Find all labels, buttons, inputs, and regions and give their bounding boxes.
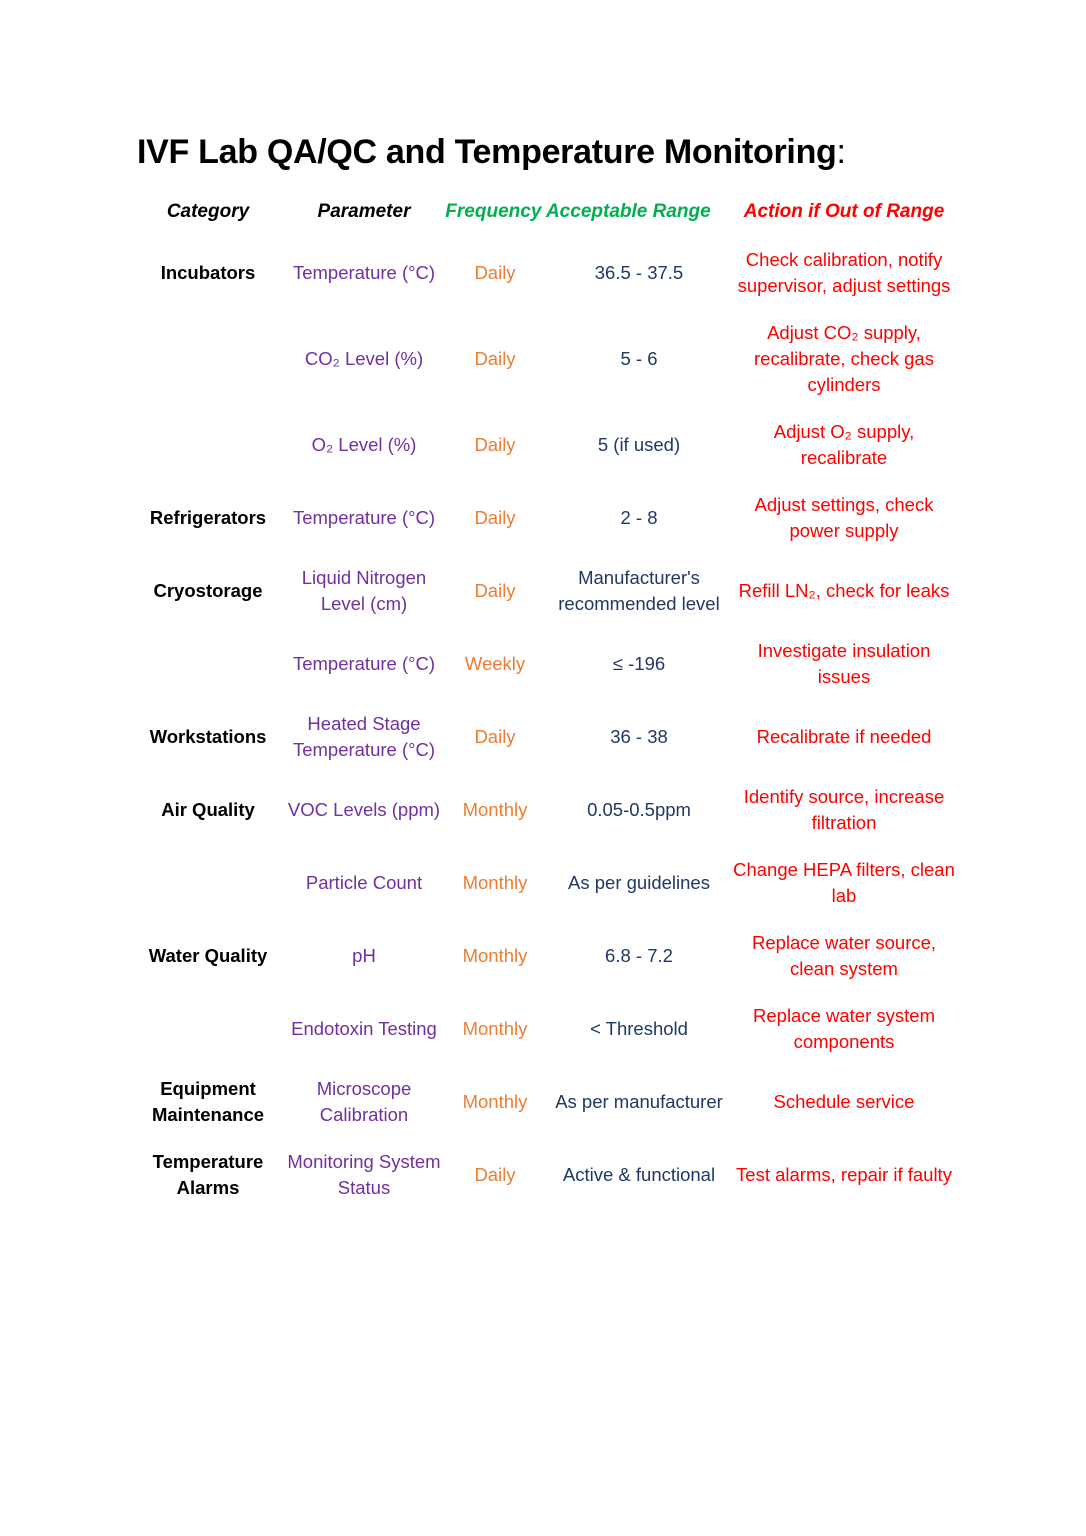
row-action: Recalibrate if needed (756, 726, 932, 747)
row-range: As per guidelines (568, 872, 710, 893)
row-category: Cryostorage (153, 580, 263, 601)
row-category: Air Quality (161, 799, 255, 820)
row-category: Incubators (160, 262, 256, 283)
header-category: Category (166, 201, 250, 222)
row-action: Identify source, increase filtration (743, 786, 945, 833)
row-range: 0.05-0.5ppm (587, 799, 691, 820)
row-frequency: Monthly (462, 799, 528, 820)
header-parameter: Parameter (317, 201, 411, 222)
row-action: Check calibration, notify supervisor, adjust settings (737, 249, 951, 296)
row-action: Adjust settings, check power supply (754, 494, 934, 541)
row-frequency: Monthly (462, 1018, 528, 1039)
row-frequency: Daily (474, 262, 516, 283)
row-parameter: Particle Count (305, 872, 423, 893)
row-range: Manufacturer's recommended level (558, 567, 720, 614)
page-title (137, 133, 846, 172)
row-frequency: Daily (474, 1164, 516, 1185)
row-range: 5 - 6 (620, 348, 658, 369)
row-parameter: pH (352, 945, 376, 966)
row-action: Replace water source, clean system (751, 932, 937, 979)
header-action: Action if Out of Range (743, 201, 945, 222)
row-range: 6.8 - 7.2 (605, 945, 673, 966)
row-frequency: Monthly (462, 872, 528, 893)
row-action: Refill LN₂, check for leaks (738, 580, 950, 601)
row-parameter: VOC Levels (ppm) (287, 799, 441, 820)
row-category: Refrigerators (149, 507, 267, 528)
row-parameter: Temperature (°C) (292, 507, 436, 528)
row-range: 36 - 38 (610, 726, 668, 747)
row-frequency: Monthly (462, 945, 528, 966)
title-text: IVF Lab QA/QC and Temperature Monitoring (137, 133, 837, 171)
header-frequency-range: Frequency Acceptable Range (445, 201, 711, 222)
row-range: Active & functional (562, 1164, 716, 1185)
row-range: 36.5 - 37.5 (594, 262, 684, 283)
row-frequency: Monthly (462, 1091, 528, 1112)
row-category: Temperature Alarms (152, 1151, 264, 1198)
title-suffix: : (836, 133, 846, 171)
row-parameter: Liquid Nitrogen Level (cm) (301, 567, 427, 614)
row-range: 5 (if used) (597, 434, 681, 455)
row-parameter: Temperature (°C) (292, 653, 436, 674)
row-range: 2 - 8 (620, 507, 658, 528)
row-parameter: O₂ Level (%) (311, 434, 417, 455)
row-frequency: Daily (474, 507, 516, 528)
row-frequency: Daily (474, 726, 516, 747)
row-category: Workstations (149, 726, 267, 747)
row-action: Test alarms, repair if faulty (736, 1164, 952, 1185)
row-parameter: Endotoxin Testing (291, 1018, 437, 1039)
row-parameter: Heated Stage Temperature (°C) (292, 713, 436, 760)
row-range: ≤ -196 (612, 653, 666, 674)
row-parameter: CO₂ Level (%) (304, 348, 424, 369)
row-action: Investigate insulation issues (757, 640, 931, 687)
row-frequency: Weekly (464, 653, 526, 674)
row-action: Adjust CO₂ supply, recalibrate, check gas cylinders (754, 322, 934, 395)
row-parameter: Microscope Calibration (316, 1078, 412, 1125)
row-action: Replace water system components (753, 1005, 935, 1052)
row-frequency: Daily (474, 580, 516, 601)
row-range: As per manufacturer (555, 1091, 723, 1112)
row-range: < Threshold (590, 1018, 688, 1039)
row-action: Schedule service (773, 1091, 915, 1112)
row-frequency: Daily (474, 348, 516, 369)
row-category: Water Quality (148, 945, 268, 966)
row-parameter: Monitoring System Status (287, 1151, 441, 1198)
row-action: Change HEPA filters, clean lab (733, 859, 955, 906)
row-parameter: Temperature (°C) (292, 262, 436, 283)
row-frequency: Daily (474, 434, 516, 455)
row-action: Adjust O₂ supply, recalibrate (773, 421, 915, 468)
row-category: Equipment Maintenance (151, 1078, 265, 1125)
